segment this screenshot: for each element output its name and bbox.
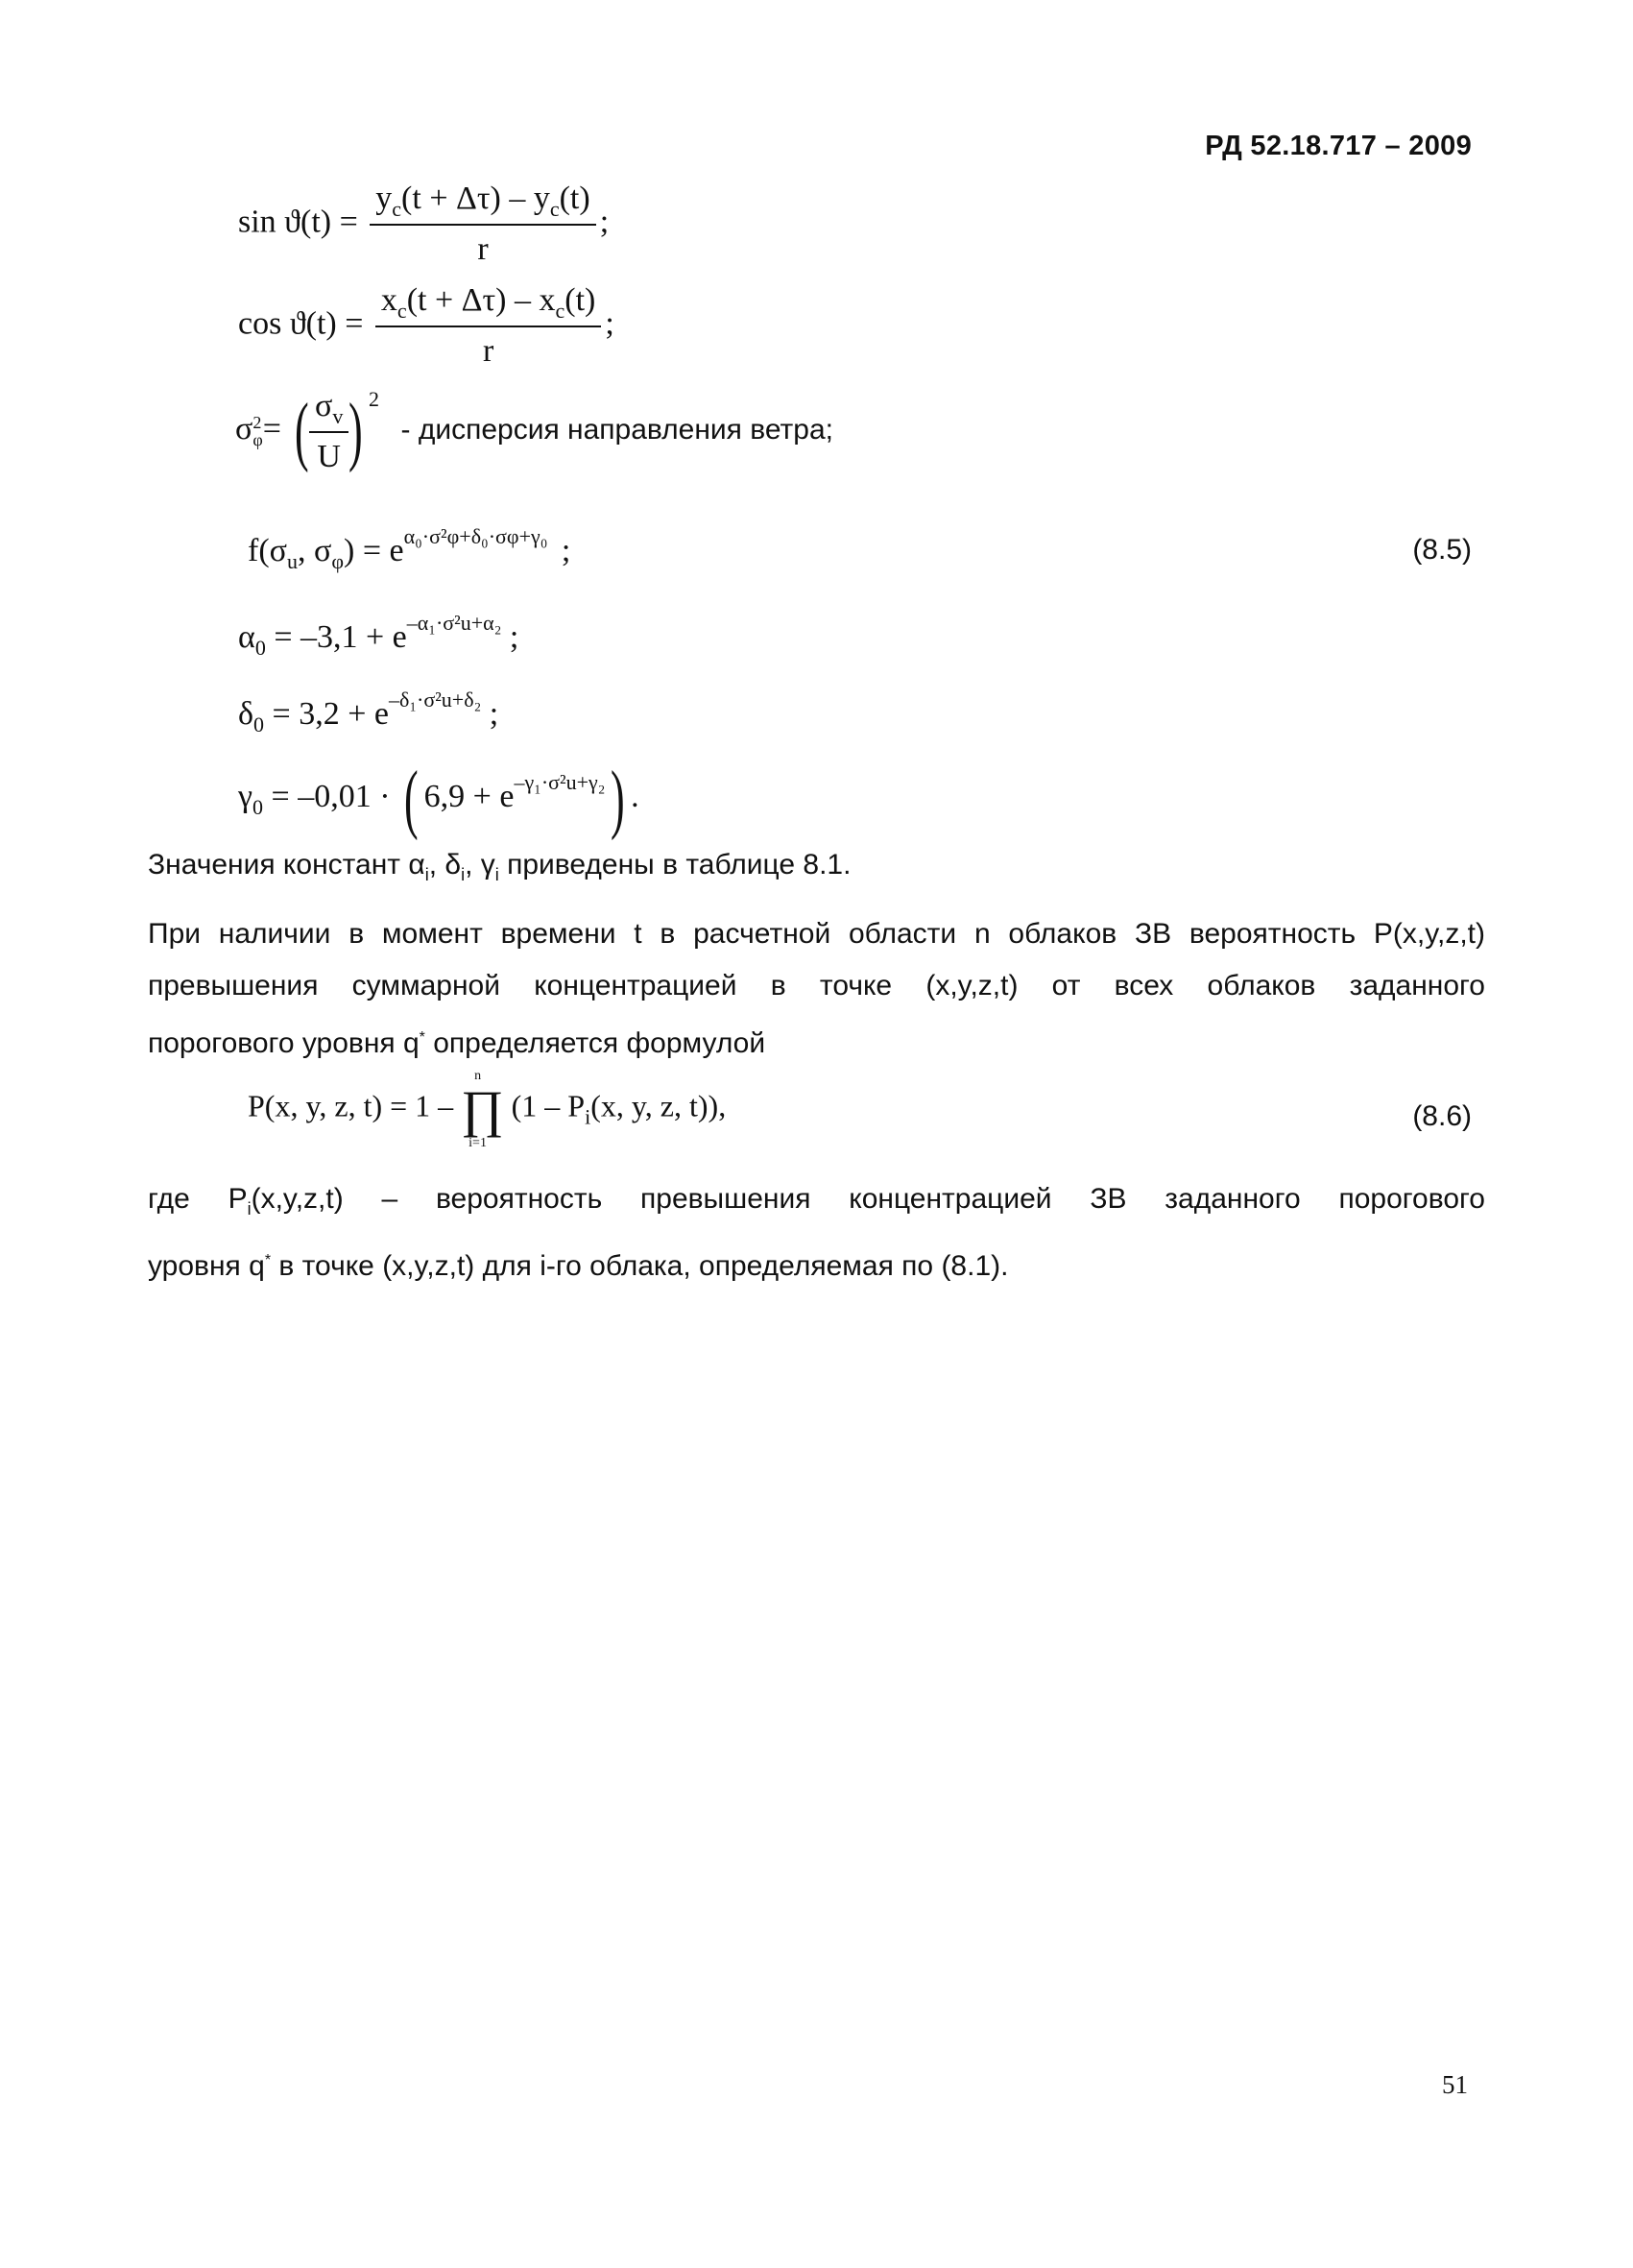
constants-sentence: Значения констант $\alpha_i$, $\delta_i$, $\gamma_i$ приведены в таблице 8.1. (148, 849, 852, 884)
equation-number-8-5: (8.5) (1412, 534, 1472, 566)
formula-probability-product: P(x, y, z, t) = 1 – ∏ n i=1 ($1 - P_i(x$, y, z, t)), (248, 1069, 727, 1150)
formula-lhs: sin ϑ(t) = (238, 204, 358, 240)
paragraph-line: уровня q* в точке (x,y,z,t) для i-го облака, определяемая по (8.1). (148, 1250, 1009, 1282)
formula-f-sigma: $f(\sigma_u$, $\sigma_\varphi) = e^{\alpha_0\cdot\sigma^2\varphi+\delta_0\cdot\sigma\varphi+\gamma_0}$ ; (248, 524, 571, 573)
paragraph-line: где $P_i(x,y,z,t)$ – вероятность превышения концентрацией ЗВ заданного порогового (148, 1183, 1485, 1218)
paragraph-line: При наличии в момент времени t в расчетной области n облаков ЗВ вероятность P(x,y,z,t) (148, 918, 1485, 950)
fraction: $\frac{\sigma_v}{U}$ (309, 390, 348, 473)
fraction: $\frac{y_c(t + \Delta\tau) - y_c(t)}{r}$ (370, 182, 595, 266)
formula-delta0: $\delta_0 = 3,2 + e^{-\delta_1\cdot\sigma^2u+\delta_2}$ ; (238, 688, 499, 736)
probability-paragraph (148, 908, 1485, 1070)
formula-cos-theta: cos ϑ(t) = $\frac{x_c(t + \Delta\tau) - x_c(t)}{r}$ ; (238, 282, 614, 369)
where-paragraph (148, 1173, 1485, 1292)
formula-sigma-phi: σ 2 φ = ( $\frac{\sigma_v}{U}$ ) $^2$ - дисперсия направления ветра; (235, 387, 833, 474)
fraction: $\frac{x_c(t + \Delta\tau) - x_c(t)}{r}$ (375, 284, 601, 368)
formula-lhs: cos ϑ(t) = (238, 305, 364, 342)
paragraph-line: превышения суммарной концентрацией в точке (x,y,z,t) от всех облаков заданного (148, 970, 1485, 1001)
page-number: 51 (1442, 2070, 1468, 2099)
document-code: РД 52.18.717 – 2009 (1205, 131, 1472, 161)
formula-sin-theta: sin ϑ(t) = $\frac{y_c(t + \Delta\tau) - y_c(t)}{r}$ ; (238, 181, 610, 267)
formula-alpha0: $\alpha_0 = -3,1 + e^{-\alpha_1\cdot\sigma^2u+\alpha_2}$ ; (238, 611, 519, 660)
formula-gamma0: $\gamma_0 = -0,01$ · ( $6,9 + e^{-\gamma_1\cdot\sigma^2u+\gamma_2}$) . (238, 757, 639, 841)
product-symbol: ∏ n i=1 (461, 1069, 504, 1150)
paragraph-line: порогового уровня q* определяется формулой (148, 1027, 766, 1059)
equation-number-8-6: (8.6) (1412, 1100, 1472, 1132)
formula-description: - дисперсия направления ветра; (400, 414, 833, 446)
